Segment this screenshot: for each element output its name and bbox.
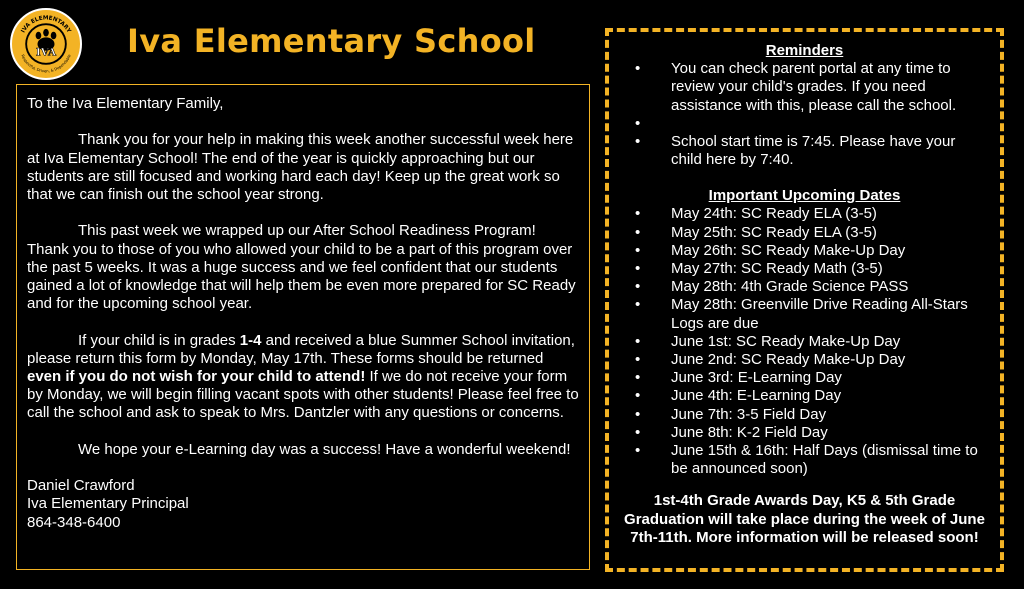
letter-p3-grades: 1-4 <box>239 331 262 349</box>
letter-p3-emphasis: even if you do not wish for your child to attend! <box>27 368 366 385</box>
logo-bottom-text: Respectful, Driven, & Dependable <box>20 53 72 74</box>
reminders-list <box>623 60 986 169</box>
letter-p3-text: If we do not receive your form by Monday, we will begin filling vacant spots with other students! Please feel free to call the school and ask to speak to Mrs. Dantzler with any questions or concerns. <box>27 368 579 422</box>
logo-center-text: IVA <box>35 46 57 59</box>
date-item: • June 2nd: SC Ready Make-Up Day <box>623 351 986 369</box>
signature-role: Iva Elementary Principal <box>27 495 189 513</box>
date-item: • May 26th: SC Ready Make-Up Day <box>623 242 986 260</box>
letter-paragraph-2: This past week we wrapped up our After School Readiness Program! Thank you to those of you who allowed your child to be a part of this program over the past 5 weeks. It was a huge success and we feel confident that our students gained a lot of knowledge that will help them be even more prepared for SC Ready and for the upcoming school year. <box>27 222 576 313</box>
letter-greeting: To the Iva Elementary Family, <box>27 95 224 112</box>
dates-title: Important Upcoming Dates <box>708 187 901 205</box>
logo-top-text: IVA ELEMENTARY <box>20 15 72 35</box>
date-item: • June 1st: SC Ready Make-Up Day <box>623 333 986 351</box>
spacer <box>623 169 986 187</box>
spacer <box>623 115 986 133</box>
date-item: • May 27th: SC Ready Math (3-5) <box>623 260 986 278</box>
date-item: • June 4th: E-Learning Day <box>623 387 986 405</box>
page-title: Iva Elementary School <box>127 22 536 60</box>
letter-p3-text: and received a blue Summer School invitation, please return this form by Monday, May 17th. These forms should be returned <box>27 331 575 367</box>
letter-paragraph-3 <box>27 332 579 423</box>
date-item: • May 28th: Greenville Drive Reading All-Stars Logs are due <box>623 296 986 332</box>
date-item: • June 3rd: E-Learning Day <box>623 369 986 387</box>
letter-paragraph-4: We hope your e-Learning day was a success! Have a wonderful weekend! <box>78 440 571 458</box>
date-item: • May 24th: SC Ready ELA (3-5) <box>623 205 986 223</box>
paw-print-icon <box>12 10 80 78</box>
date-item: • June 8th: K-2 Field Day <box>623 424 986 442</box>
signature-phone: 864-348-6400 <box>27 513 121 531</box>
principal-letter <box>16 84 590 570</box>
date-item: • May 25th: SC Ready ELA (3-5) <box>623 224 986 242</box>
date-item: • May 28th: 4th Grade Science PASS <box>623 278 986 296</box>
date-item: • June 7th: 3-5 Field Day <box>623 406 986 424</box>
school-logo <box>10 8 82 80</box>
reminders-panel <box>605 28 1004 572</box>
signature-name: Daniel Crawford <box>27 477 135 495</box>
letter-paragraph-1: Thank you for your help in making this week another successful week here at Iva Elementary School! The end of the year is quickly approaching but our students are still focused and working hard each day! Keep up the great work so that we can finish out the school year strong. <box>27 131 574 203</box>
letter-p3-text: If your child is in grades <box>78 331 240 349</box>
dates-list <box>623 205 986 478</box>
closing-note: 1st-4th Grade Awards Day, K5 & 5th Grade Graduation will take place during the week of June 7th-11th. More information will be released soon! <box>624 492 985 546</box>
reminder-item: • You can check parent portal at any time to review your child's grades. If you need assistance with this, please call the school. <box>623 60 986 115</box>
reminders-title: Reminders <box>765 42 844 59</box>
reminder-item: • School start time is 7:45. Please have your child here by 7:40. <box>623 133 986 169</box>
date-item: • June 15th & 16th: Half Days (dismissal time to be announced soon) <box>623 442 986 478</box>
